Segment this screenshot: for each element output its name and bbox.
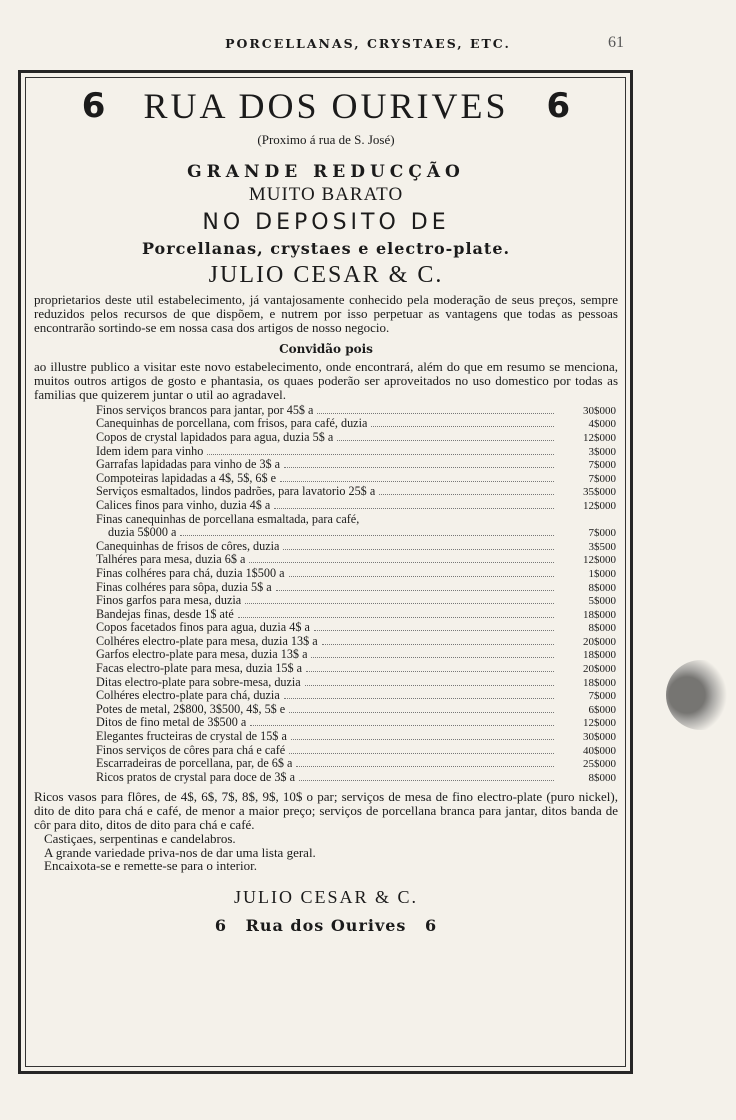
item-price: 6$000 <box>588 703 616 716</box>
price-row <box>96 757 616 771</box>
invite-paragraph: ao illustre publico a visitar este novo estabelecimento, onde encontrará, além do que em resumo se menciona, muitos outros artigos de gosto e phantasia, os quaes poderão ser aproveitados no uso domestico por todas as familias que quizerem juntar o util ao agradavel. <box>34 359 618 402</box>
near-note: (Proximo á rua de S. José) <box>257 132 395 147</box>
leader-dots <box>245 594 554 604</box>
leader-dots <box>299 771 554 781</box>
headline: GRANDE REDUCÇÃO <box>187 162 465 182</box>
item-description: Garrafas lapidadas para vinho de 3$ a <box>96 458 281 472</box>
footer-number-left: 6 <box>214 916 227 936</box>
item-description: Escarradeiras de porcellana, par, de 6$ a <box>96 757 293 771</box>
leader-dots <box>337 431 554 441</box>
leader-dots <box>180 526 554 536</box>
item-description: Canequinhas de porcellana, com frisos, para café, duzia <box>96 417 368 431</box>
footer-number-right: 6 <box>425 916 438 936</box>
item-price: 12$000 <box>583 499 616 512</box>
price-row <box>96 417 616 431</box>
intro-paragraph: proprietarios deste util estabelecimento, já vantajosamente conhecido pela moderação de seus preços, sempre reduzidos pelos recursos de que dispõem, e nutrem por isso perpetuar as vantagens que todas as pessoas encontrarão sortindo-se em nossa casa dos artigos de nosso negocio. <box>34 292 618 335</box>
item-price: 8$000 <box>588 581 616 594</box>
price-row <box>96 540 616 554</box>
price-row <box>96 431 616 445</box>
price-row <box>96 404 616 418</box>
signature: JULIO CESAR & C. <box>233 887 418 908</box>
leader-dots <box>296 757 554 767</box>
item-price: 8$000 <box>588 622 616 635</box>
price-row <box>96 744 616 758</box>
item-description: Compoteiras lapidadas a 4$, 5$, 6$ e <box>96 471 277 485</box>
leader-dots <box>317 404 554 414</box>
price-row <box>96 730 616 744</box>
item-price: 25$000 <box>583 758 616 771</box>
item-price: 7$000 <box>588 472 616 485</box>
leader-dots <box>289 744 554 754</box>
item-price: 7$000 <box>588 690 616 703</box>
price-row <box>96 676 616 690</box>
item-description: Ditas electro-plate para sobre-mesa, duzia <box>96 675 301 689</box>
price-row <box>96 499 616 513</box>
leader-dots <box>274 499 554 509</box>
shipping-line: Encaixota-se e remette-se para o interior. <box>44 858 257 874</box>
item-price: 12$000 <box>583 431 616 444</box>
leader-dots <box>306 662 554 672</box>
price-row <box>96 594 616 608</box>
leader-dots <box>322 635 554 645</box>
page-number: 61 <box>608 34 624 51</box>
price-row <box>96 472 616 486</box>
item-price: 3$500 <box>588 540 616 553</box>
leader-dots <box>280 472 554 482</box>
item-price: 7$000 <box>588 527 616 540</box>
price-row <box>96 703 616 717</box>
leader-dots <box>283 540 554 550</box>
leader-dots <box>291 730 554 740</box>
price-row <box>96 567 616 581</box>
leader-dots <box>207 445 554 455</box>
price-row <box>96 621 616 635</box>
item-price: 30$000 <box>583 731 616 744</box>
price-row <box>96 513 616 527</box>
leader-dots <box>249 553 554 563</box>
item-price: 20$000 <box>583 635 616 648</box>
leader-dots <box>250 716 554 726</box>
item-description: Ditos de fino metal de 3$500 a <box>96 716 247 730</box>
leader-dots <box>379 485 554 495</box>
item-description: Idem idem para vinho <box>96 444 204 458</box>
item-price: 4$000 <box>588 418 616 431</box>
goods-line: Porcellanas, crystaes e electro-plate. <box>141 239 511 258</box>
running-head: PORCELLANAS, CRYSTAES, ETC. <box>225 36 511 51</box>
leader-dots <box>276 581 554 591</box>
item-description: Ricos pratos de crystal para doce de 3$ a <box>96 770 295 784</box>
item-price: 40$000 <box>583 744 616 757</box>
house-number-right: 6 <box>546 86 571 126</box>
candles-line: Castiçaes, serpentinas e candelabros. <box>44 830 236 846</box>
footer-address <box>34 916 618 935</box>
price-row <box>96 635 616 649</box>
leader-dots <box>305 676 554 686</box>
price-list <box>96 404 616 785</box>
item-description: Bandejas finas, desde 1$ até <box>96 607 234 621</box>
item-description: Finos serviços de côres para chá e café <box>96 743 286 757</box>
item-price: 20$000 <box>583 663 616 676</box>
item-price: 18$000 <box>583 676 616 689</box>
footer-street: Rua dos Ourives <box>245 916 407 936</box>
price-row <box>96 662 616 676</box>
item-description: Canequinhas de frisos de côres, duzia <box>96 539 280 553</box>
item-price: 3$000 <box>588 445 616 458</box>
item-price: 12$000 <box>583 717 616 730</box>
price-row <box>96 445 616 459</box>
item-description: Finos garfos para mesa, duzia <box>96 594 242 608</box>
item-description: Colhéres electro-plate para mesa, duzia 13$ a <box>96 634 318 648</box>
item-description: Potes de metal, 2$800, 3$500, 4$, 5$ e <box>96 702 286 716</box>
item-description: Finas colhéres para chá, duzia 1$500 a <box>96 566 285 580</box>
item-price: 35$000 <box>583 486 616 499</box>
price-row <box>96 485 616 499</box>
price-row <box>96 553 616 567</box>
item-description: Serviços esmaltados, lindos padrões, para lavatorio 25$ a <box>96 485 376 499</box>
item-description: Facas electro-plate para mesa, duzia 15$ a <box>96 662 303 676</box>
firm-name: JULIO CESAR & C. <box>208 262 444 288</box>
price-row <box>96 581 616 595</box>
ink-smudge <box>666 660 736 730</box>
leader-dots <box>289 703 554 713</box>
leader-dots <box>284 689 554 699</box>
item-price: 1$000 <box>588 567 616 580</box>
price-row <box>96 771 616 785</box>
item-description: Finas canequinhas de porcellana esmaltada, para café, <box>96 512 360 526</box>
item-description: Finas colhéres para sôpa, duzia 5$ a <box>96 580 272 594</box>
leader-dots <box>289 567 555 577</box>
cheap-line: MUITO BARATO <box>248 184 404 205</box>
invite-title: Convidão pois <box>279 342 373 357</box>
item-description: Copos facetados finos para agua, duzia 4$ a <box>96 621 310 635</box>
price-row <box>96 458 616 472</box>
item-price: 5$000 <box>588 595 616 608</box>
item-description: Talhéres para mesa, duzia 6$ a <box>96 553 246 567</box>
item-description: duzia 5$000 a <box>108 526 177 540</box>
item-description: Colhéres electro-plate para chá, duzia <box>96 689 280 703</box>
item-price: 12$000 <box>583 554 616 567</box>
price-row <box>96 716 616 730</box>
price-row <box>96 648 616 662</box>
item-price: 7$000 <box>588 459 616 472</box>
leader-dots <box>371 417 554 427</box>
price-row <box>96 608 616 622</box>
tail-paragraph: Ricos vasos para flôres, de 4$, 6$, 7$, 8$, 9$, 10$ o par; serviços de mesa de fino electro-plate (puro nickel), dito de dito para chá e café, de menor a maior preço; serviços de porcellana branca para jantar, ditos banda de côr para dito, ditos de dito para chá e café. <box>34 789 618 832</box>
item-description: Calices finos para vinho, duzia 4$ a <box>96 498 271 512</box>
advertisement <box>34 80 618 935</box>
item-description: Finos serviços brancos para jantar, por 45$ a <box>96 403 314 417</box>
price-row <box>96 689 616 703</box>
street-name: RUA DOS OURIVES <box>143 86 509 126</box>
item-description: Garfos electro-plate para mesa, duzia 13$ a <box>96 648 308 662</box>
leader-dots <box>284 458 554 468</box>
item-price: 30$000 <box>583 404 616 417</box>
item-price: 8$000 <box>588 771 616 784</box>
item-description: Copos de crystal lapidados para agua, duzia 5$ a <box>96 430 334 444</box>
variety-line: A grande variedade priva-nos de dar uma lista geral. <box>44 844 316 860</box>
leader-dots <box>238 608 554 618</box>
leader-dots <box>314 621 554 631</box>
address-line <box>34 80 618 132</box>
item-price: 18$000 <box>583 608 616 621</box>
leader-dots <box>311 648 554 658</box>
deposit-line: NO DEPOSITO DE <box>202 210 450 235</box>
item-description: Elegantes fructeiras de crystal de 15$ a <box>96 730 287 744</box>
price-row <box>96 526 616 540</box>
item-price: 18$000 <box>583 649 616 662</box>
house-number-left: 6 <box>81 86 106 126</box>
